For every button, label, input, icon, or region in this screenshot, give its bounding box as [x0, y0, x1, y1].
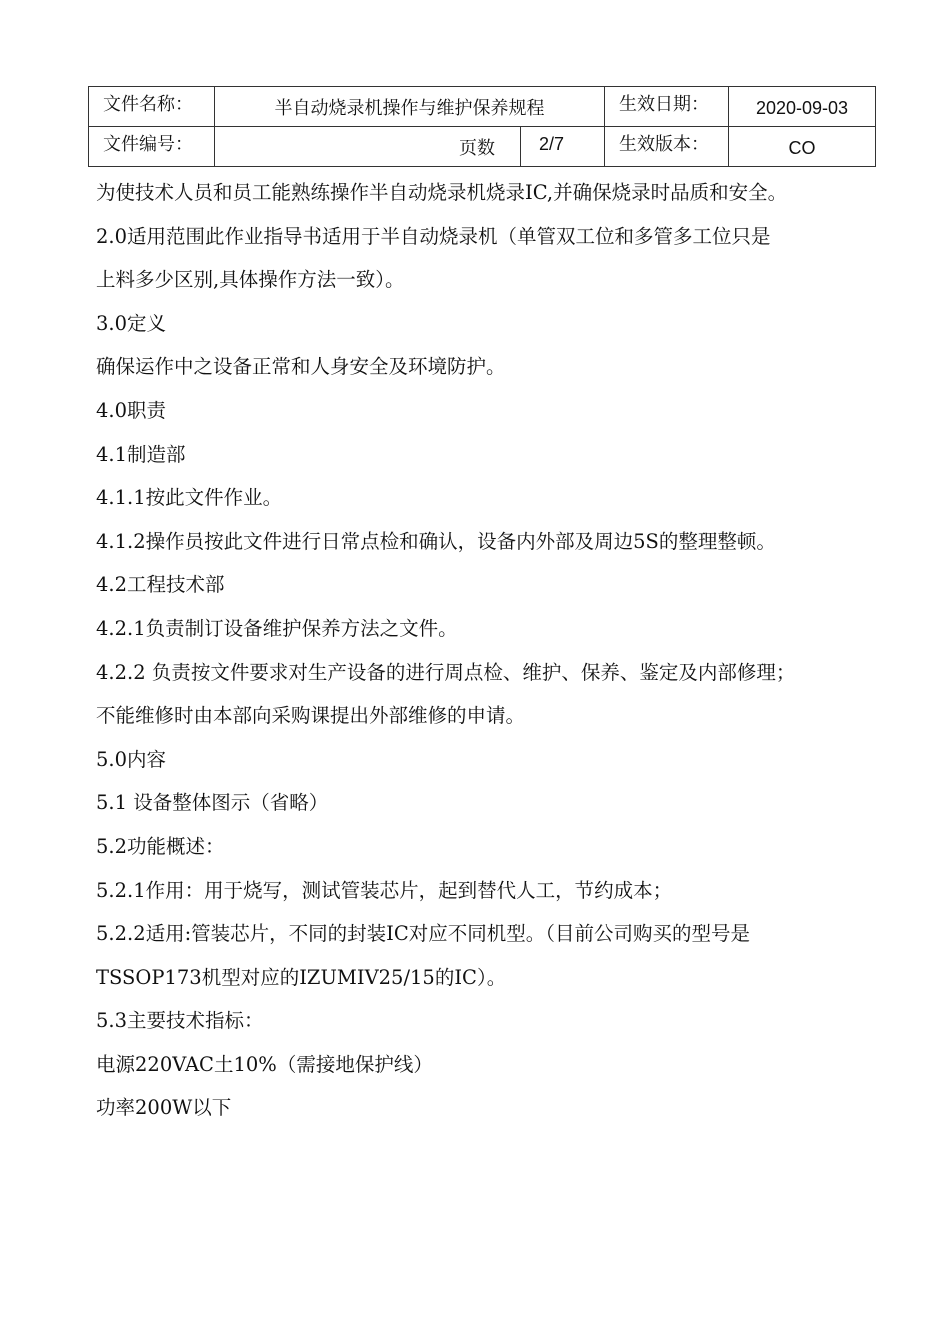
file-number-label: 文件编号：	[103, 134, 193, 154]
body-line: 4.1.1按此文件作业。	[96, 486, 283, 510]
effective-date-value-cell	[729, 87, 876, 127]
section-heading: 3.0定义	[96, 311, 167, 335]
section-heading: 5.3主要技术指标：	[96, 1009, 264, 1033]
file-name-value: 半自动烧录机操作与维护保养规程	[274, 98, 545, 118]
effective-date-value: 2020-09-03	[755, 98, 849, 118]
body-line: 上料多少区别,具体操作方法一致）。	[96, 268, 405, 292]
file-number-label-cell	[89, 127, 215, 167]
body-line: 确保运作中之设备正常和人身安全及环境防护。	[96, 355, 506, 379]
body-line: TSSOP173机型对应的IZUMIV25/15的IC）。	[96, 965, 507, 989]
pages-value: 2/7	[539, 134, 565, 154]
body-line: 4.2.2 负责按文件要求对生产设备的进行周点检、维护、保养、鉴定及内部修理；	[96, 660, 796, 684]
file-name-label: 文件名称：	[103, 94, 193, 114]
version-label: 生效版本：	[619, 134, 710, 154]
body-line: 为使技术人员和员工能熟练操作半自动烧录机烧录IC,并确保烧录时品质和安全。	[96, 181, 788, 204]
file-name-label-cell	[89, 87, 215, 127]
body-line: 2.0适用范围此作业指导书适用于半自动烧录机（单管双工位和多管多工位只是	[96, 224, 771, 248]
header-row-1	[89, 87, 876, 127]
section-heading: 5.0内容	[96, 747, 167, 771]
section-heading: 4.2工程技术部	[96, 573, 225, 597]
effective-date-label: 生效日期：	[619, 94, 710, 114]
section-heading: 5.2功能概述：	[96, 834, 225, 858]
pages-label: 页数	[459, 138, 495, 158]
body-line: 功率200W以下	[96, 1096, 232, 1120]
document-body	[96, 171, 896, 1130]
section-heading: 5.1 设备整体图示（省略）	[96, 791, 329, 815]
document-header-table	[88, 86, 876, 167]
version-value: CO	[788, 138, 816, 158]
section-heading: 4.0职责	[96, 398, 167, 422]
effective-date-label-cell	[605, 87, 729, 127]
file-name-value-cell	[215, 87, 605, 127]
version-label-cell	[605, 127, 729, 167]
pages-cell	[459, 127, 605, 167]
header-row-2	[89, 127, 876, 167]
body-line: 电源220VAC土10%（需接地保护线）	[96, 1052, 433, 1076]
body-line: 5.2.1作用：用于烧写，测试管装芯片，起到替代人工，节约成本；	[96, 878, 673, 902]
section-heading: 4.1制造部	[96, 442, 186, 466]
body-line: 4.1.2操作员按此文件进行日常点检和确认，设备内外部及周边5S的整理整顿。	[96, 529, 776, 553]
body-line: 4.2.1负责制订设备维护保养方法之文件。	[96, 616, 458, 640]
body-line: 不能维修时由本部向采购课提出外部维修的申请。	[96, 704, 526, 728]
body-line: 5.2.2适用:管装芯片，不同的封装IC对应不同机型。（目前公司购买的型号是	[96, 922, 751, 946]
version-value-cell	[729, 127, 876, 167]
